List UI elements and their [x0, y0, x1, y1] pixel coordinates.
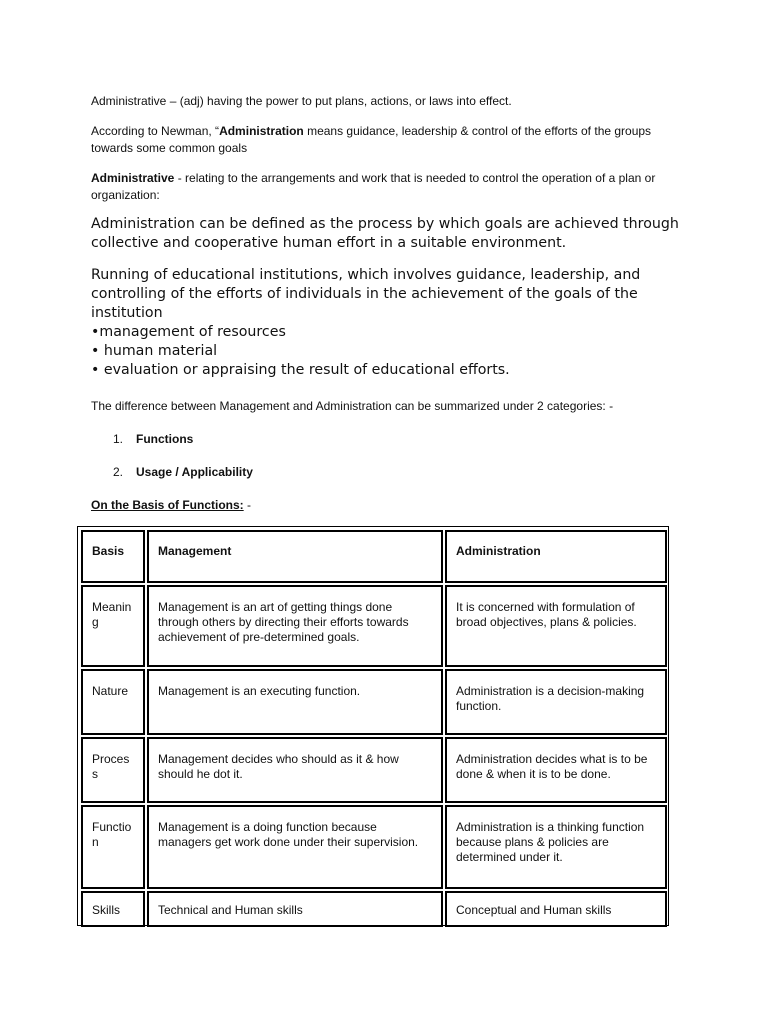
- header-cell: Management: [147, 530, 443, 583]
- bullet-item: • evaluation or appraising the result of educational efforts.: [91, 362, 510, 378]
- basis-cell: Function: [81, 805, 145, 889]
- newman-definition: According to Newman, “Administration means guidance, leadership & control of the efforts of the groups towards some common goals: [91, 124, 652, 155]
- header-cell: Administration: [445, 530, 667, 583]
- administration-cell: Administration is a thinking function because plans & policies are determined under it.: [445, 805, 667, 889]
- administration-cell: It is concerned with formulation of broad objectives, plans & policies.: [445, 585, 667, 667]
- category-item: 2. Usage / Applicability: [113, 465, 253, 479]
- table-row: [81, 805, 667, 889]
- management-cell: Management decides who should as it & how should he dot it.: [147, 737, 443, 803]
- table-row: [81, 891, 667, 927]
- table-header-row: [81, 530, 667, 583]
- administration-process-paragraph: Administration can be defined as the process by which goals are achieved through collective and cooperative human effort in a suitable environment.: [91, 216, 679, 251]
- definition-administrative: Administrative - relating to the arrangements and work that is needed to control the operation of a plan or organization:: [91, 171, 656, 202]
- management-cell: Technical and Human skills: [147, 891, 443, 927]
- header-cell: Basis: [81, 530, 145, 583]
- administration-cell: Administration is a decision-making function.: [445, 669, 667, 735]
- section-heading: On the Basis of Functions: -: [91, 498, 252, 512]
- management-cell: Management is an art of getting things done through others by directing their efforts towards achievement of pre-determined goals.: [147, 585, 443, 667]
- educational-institutions-paragraph: Running of educational institutions, which involves guidance, leadership, and controlling of the efforts of individuals in the achievement of the goals of the institution •management of resources • human material • evaluation or appraising the result of educational efforts.: [91, 266, 691, 380]
- table-row: [81, 737, 667, 803]
- table-row: [81, 669, 667, 735]
- management-cell: Management is a doing function because managers get work done under their supervision.: [147, 805, 443, 889]
- basis-cell: Meaning: [81, 585, 145, 667]
- basis-cell: Nature: [81, 669, 145, 735]
- administration-cell: Conceptual and Human skills: [445, 891, 667, 927]
- definition-administrative-adj: Administrative – (adj) having the power to put plans, actions, or laws into effect.: [91, 94, 512, 108]
- basis-cell: Skills: [81, 891, 145, 927]
- difference-summary: The difference between Management and Administration can be summarized under 2 categories: -: [91, 399, 614, 413]
- administration-cell: Administration decides what is to be done & when it is to be done.: [445, 737, 667, 803]
- basis-cell: Process: [81, 737, 145, 803]
- comparison-table: [77, 526, 669, 926]
- category-item: 1. Functions: [113, 432, 194, 446]
- bullet-item: • human material: [91, 343, 218, 359]
- management-cell: Management is an executing function.: [147, 669, 443, 735]
- table-row: [81, 585, 667, 667]
- bullet-item: •management of resources: [91, 324, 286, 340]
